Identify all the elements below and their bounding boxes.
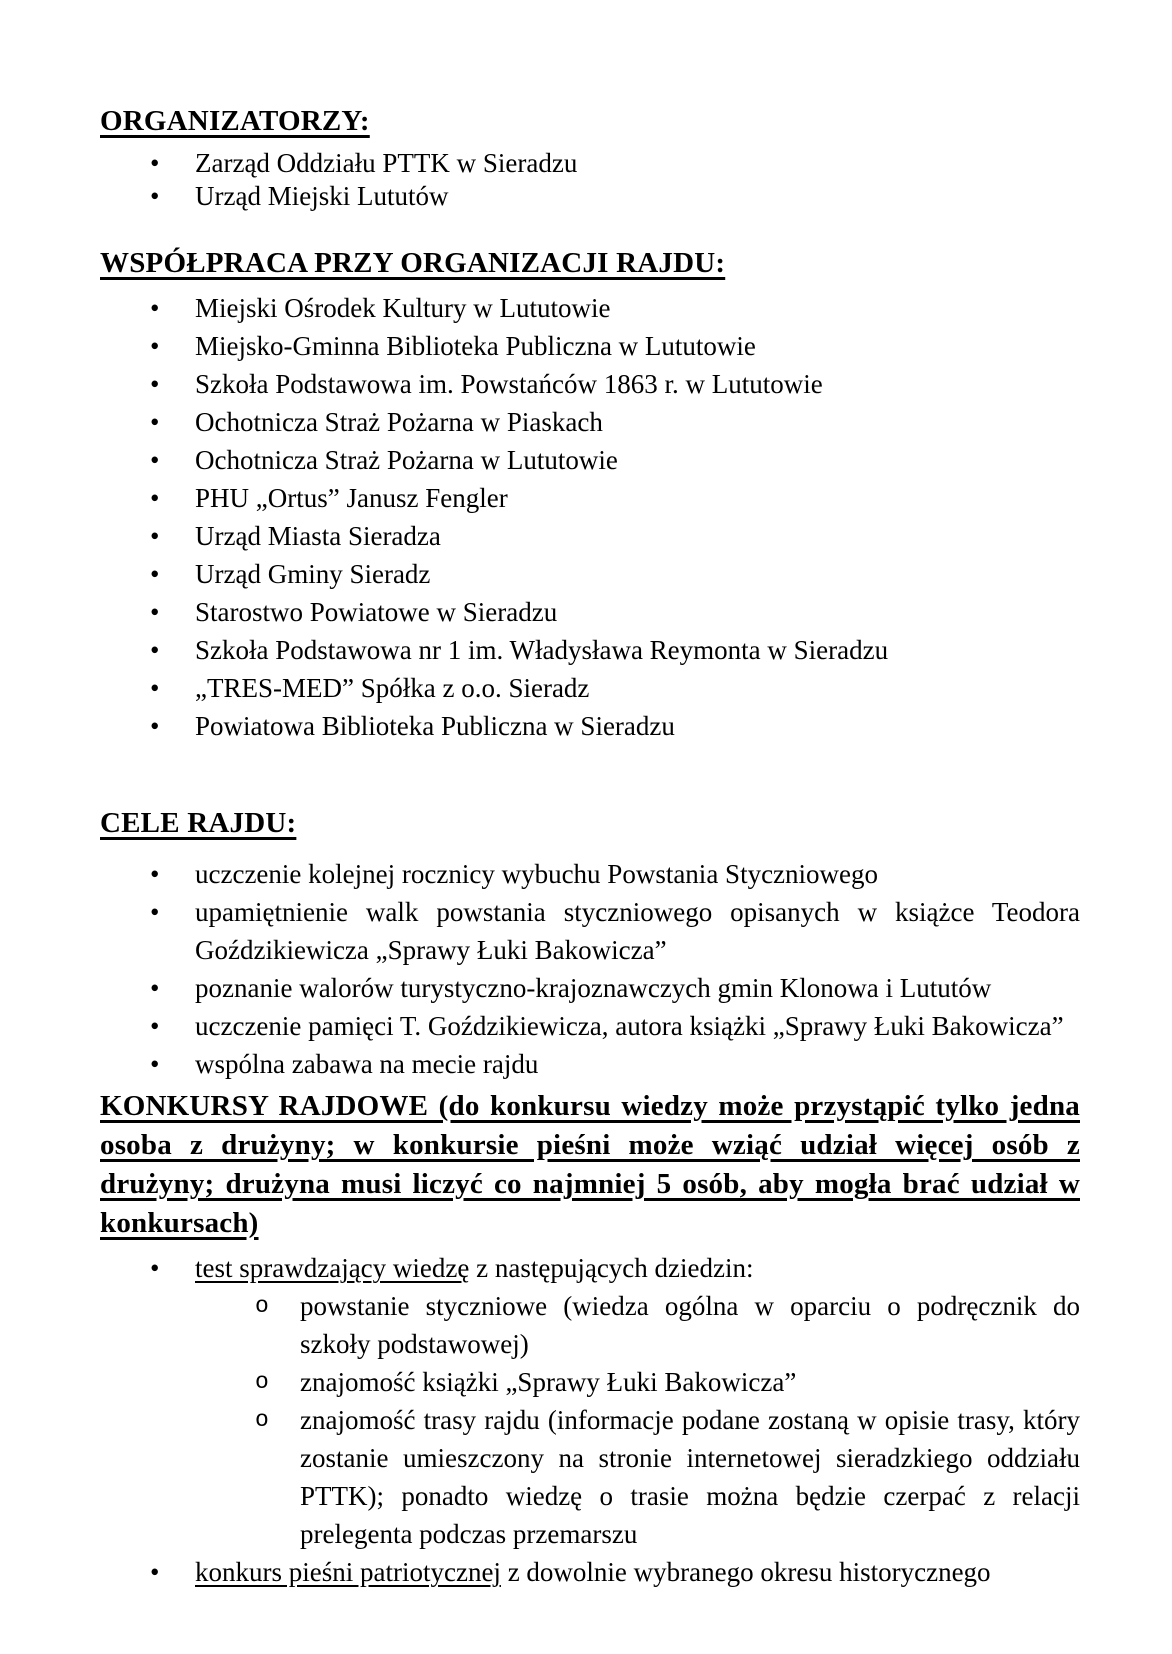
heading-wspolpraca: WSPÓŁPRACA PRZY ORGANIZACJI RAJDU: bbox=[100, 247, 726, 279]
list-item bbox=[100, 669, 1080, 707]
list-item-text: Starostwo Powiatowe w Sieradzu bbox=[195, 597, 558, 627]
underlined-phrase: test sprawdzający wiedzę bbox=[195, 1253, 470, 1283]
list-item bbox=[100, 1553, 1080, 1591]
list-item-text: Urząd Miasta Sieradza bbox=[195, 521, 441, 551]
list-item bbox=[100, 479, 1080, 517]
heading-konkursy: KONKURSY RAJDOWE (do konkursu wiedzy może przystąpić tylko jedna osoba z drużyny; w konkursie pieśni może wziąć udział więcej osób z drużyny; drużyna musi liczyć co najmniej 5 osób, aby mogła brać udział w konkursach) bbox=[100, 1090, 1080, 1239]
section-cele bbox=[100, 805, 1080, 1083]
heading-cele: CELE RAJDU: bbox=[100, 807, 297, 839]
list-item-text: Miejsko-Gminna Biblioteka Publiczna w Lututowie bbox=[195, 331, 756, 361]
bullet-icon: • bbox=[150, 407, 160, 437]
circle-bullet-icon: o bbox=[255, 1293, 269, 1319]
list-item-text: PHU „Ortus” Janusz Fengler bbox=[195, 483, 508, 513]
list-item bbox=[100, 555, 1080, 593]
list-item bbox=[100, 893, 1080, 969]
bullet-icon: • bbox=[150, 673, 160, 703]
phrase-rest: z następujących dziedzin: bbox=[469, 1253, 754, 1283]
list-item-text: wspólna zabawa na mecie rajdu bbox=[195, 1049, 539, 1079]
list-item bbox=[100, 1045, 1080, 1083]
section-organizatorzy bbox=[100, 103, 1080, 213]
list-item-text: Szkoła Podstawowa im. Powstańców 1863 r. w Lututowie bbox=[195, 369, 823, 399]
sub-bullet-list bbox=[195, 1287, 1080, 1553]
bullet-icon: • bbox=[150, 1011, 160, 1041]
list-item-text: upamiętnienie walk powstania styczniowego opisanych w książce Teodora Goździkiewicza „Sprawy Łuki Bakowicza” bbox=[195, 897, 1080, 965]
sub-list-item bbox=[195, 1363, 1080, 1401]
list-item-text: „TRES-MED” Spółka z o.o. Sieradz bbox=[195, 673, 590, 703]
list-item-text: poznanie walorów turystyczno-krajoznawczych gmin Klonowa i Lututów bbox=[195, 973, 992, 1003]
section-konkursy bbox=[100, 1087, 1080, 1591]
circle-bullet-icon: o bbox=[255, 1369, 269, 1395]
phrase-rest: z dowolnie wybranego okresu historycznego bbox=[500, 1557, 991, 1587]
bullet-list-cele bbox=[100, 855, 1080, 1083]
sub-list-item bbox=[195, 1287, 1080, 1363]
list-item bbox=[100, 1007, 1080, 1045]
bullet-icon: • bbox=[150, 181, 160, 211]
section-wspolpraca bbox=[100, 245, 1080, 745]
bullet-icon: • bbox=[150, 597, 160, 627]
bullet-icon: • bbox=[150, 635, 160, 665]
list-item bbox=[100, 289, 1080, 327]
bullet-icon: • bbox=[150, 1253, 160, 1283]
sub-item-text: znajomość książki „Sprawy Łuki Bakowicza” bbox=[300, 1367, 797, 1397]
list-item bbox=[100, 707, 1080, 745]
bullet-icon: • bbox=[150, 445, 160, 475]
bullet-icon: • bbox=[150, 559, 160, 589]
bullet-icon: • bbox=[150, 897, 160, 927]
list-item-text: Miejski Ośrodek Kultury w Lututowie bbox=[195, 293, 611, 323]
bullet-icon: • bbox=[150, 859, 160, 889]
sub-item-text: powstanie styczniowe (wiedza ogólna w oparciu o podręcznik do szkoły podstawowej) bbox=[300, 1291, 1080, 1359]
heading-organizatorzy: ORGANIZATORZY: bbox=[100, 105, 370, 137]
list-item bbox=[100, 631, 1080, 669]
bullet-icon: • bbox=[150, 1049, 160, 1079]
list-item bbox=[100, 365, 1080, 403]
list-item bbox=[100, 441, 1080, 479]
sub-list-item bbox=[195, 1401, 1080, 1553]
list-item-text: uczczenie kolejnej rocznicy wybuchu Powstania Styczniowego bbox=[195, 859, 879, 889]
bullet-icon: • bbox=[150, 369, 160, 399]
list-item bbox=[100, 147, 1080, 180]
bullet-icon: • bbox=[150, 293, 160, 323]
sub-item-text: znajomość trasy rajdu (informacje podane zostaną w opisie trasy, który zostanie umieszczony na stronie internetowej sieradzkiego oddziału PTTK); ponadto wiedzę o trasie można będzie czerpać z relacji prelegenta podczas przemarszu bbox=[300, 1405, 1080, 1549]
list-item-text: uczczenie pamięci T. Goździkiewicza, autora książki „Sprawy Łuki Bakowicza” bbox=[195, 1011, 1064, 1041]
bullet-list-organizatorzy bbox=[100, 147, 1080, 213]
list-item-text: Ochotnicza Straż Pożarna w Lututowie bbox=[195, 445, 618, 475]
list-item-text: Urząd Gminy Sieradz bbox=[195, 559, 431, 589]
list-item-text bbox=[195, 1253, 754, 1283]
bullet-icon: • bbox=[150, 1557, 160, 1587]
bullet-list-konkursy bbox=[100, 1249, 1080, 1591]
list-item bbox=[100, 517, 1080, 555]
list-item-text bbox=[195, 1557, 991, 1587]
list-item bbox=[100, 593, 1080, 631]
circle-bullet-icon: o bbox=[255, 1407, 269, 1433]
bullet-icon: • bbox=[150, 331, 160, 361]
bullet-icon: • bbox=[150, 973, 160, 1003]
list-item bbox=[100, 855, 1080, 893]
list-item bbox=[100, 403, 1080, 441]
list-item-text: Urząd Miejski Lututów bbox=[195, 181, 449, 211]
list-item bbox=[100, 180, 1080, 213]
list-item-text: Szkoła Podstawowa nr 1 im. Władysława Reymonta w Sieradzu bbox=[195, 635, 889, 665]
document-content bbox=[100, 103, 1080, 1591]
underlined-phrase: konkurs pieśni patriotycznej bbox=[195, 1557, 501, 1587]
bullet-icon: • bbox=[150, 148, 160, 178]
bullet-icon: • bbox=[150, 483, 160, 513]
list-item bbox=[100, 327, 1080, 365]
list-item-text: Ochotnicza Straż Pożarna w Piaskach bbox=[195, 407, 603, 437]
bullet-list-wspolpraca bbox=[100, 289, 1080, 745]
bullet-icon: • bbox=[150, 711, 160, 741]
list-item bbox=[100, 1249, 1080, 1553]
list-item bbox=[100, 969, 1080, 1007]
list-item-text: Zarząd Oddziału PTTK w Sieradzu bbox=[195, 148, 578, 178]
list-item-text: Powiatowa Biblioteka Publiczna w Sieradzu bbox=[195, 711, 675, 741]
bullet-icon: • bbox=[150, 521, 160, 551]
